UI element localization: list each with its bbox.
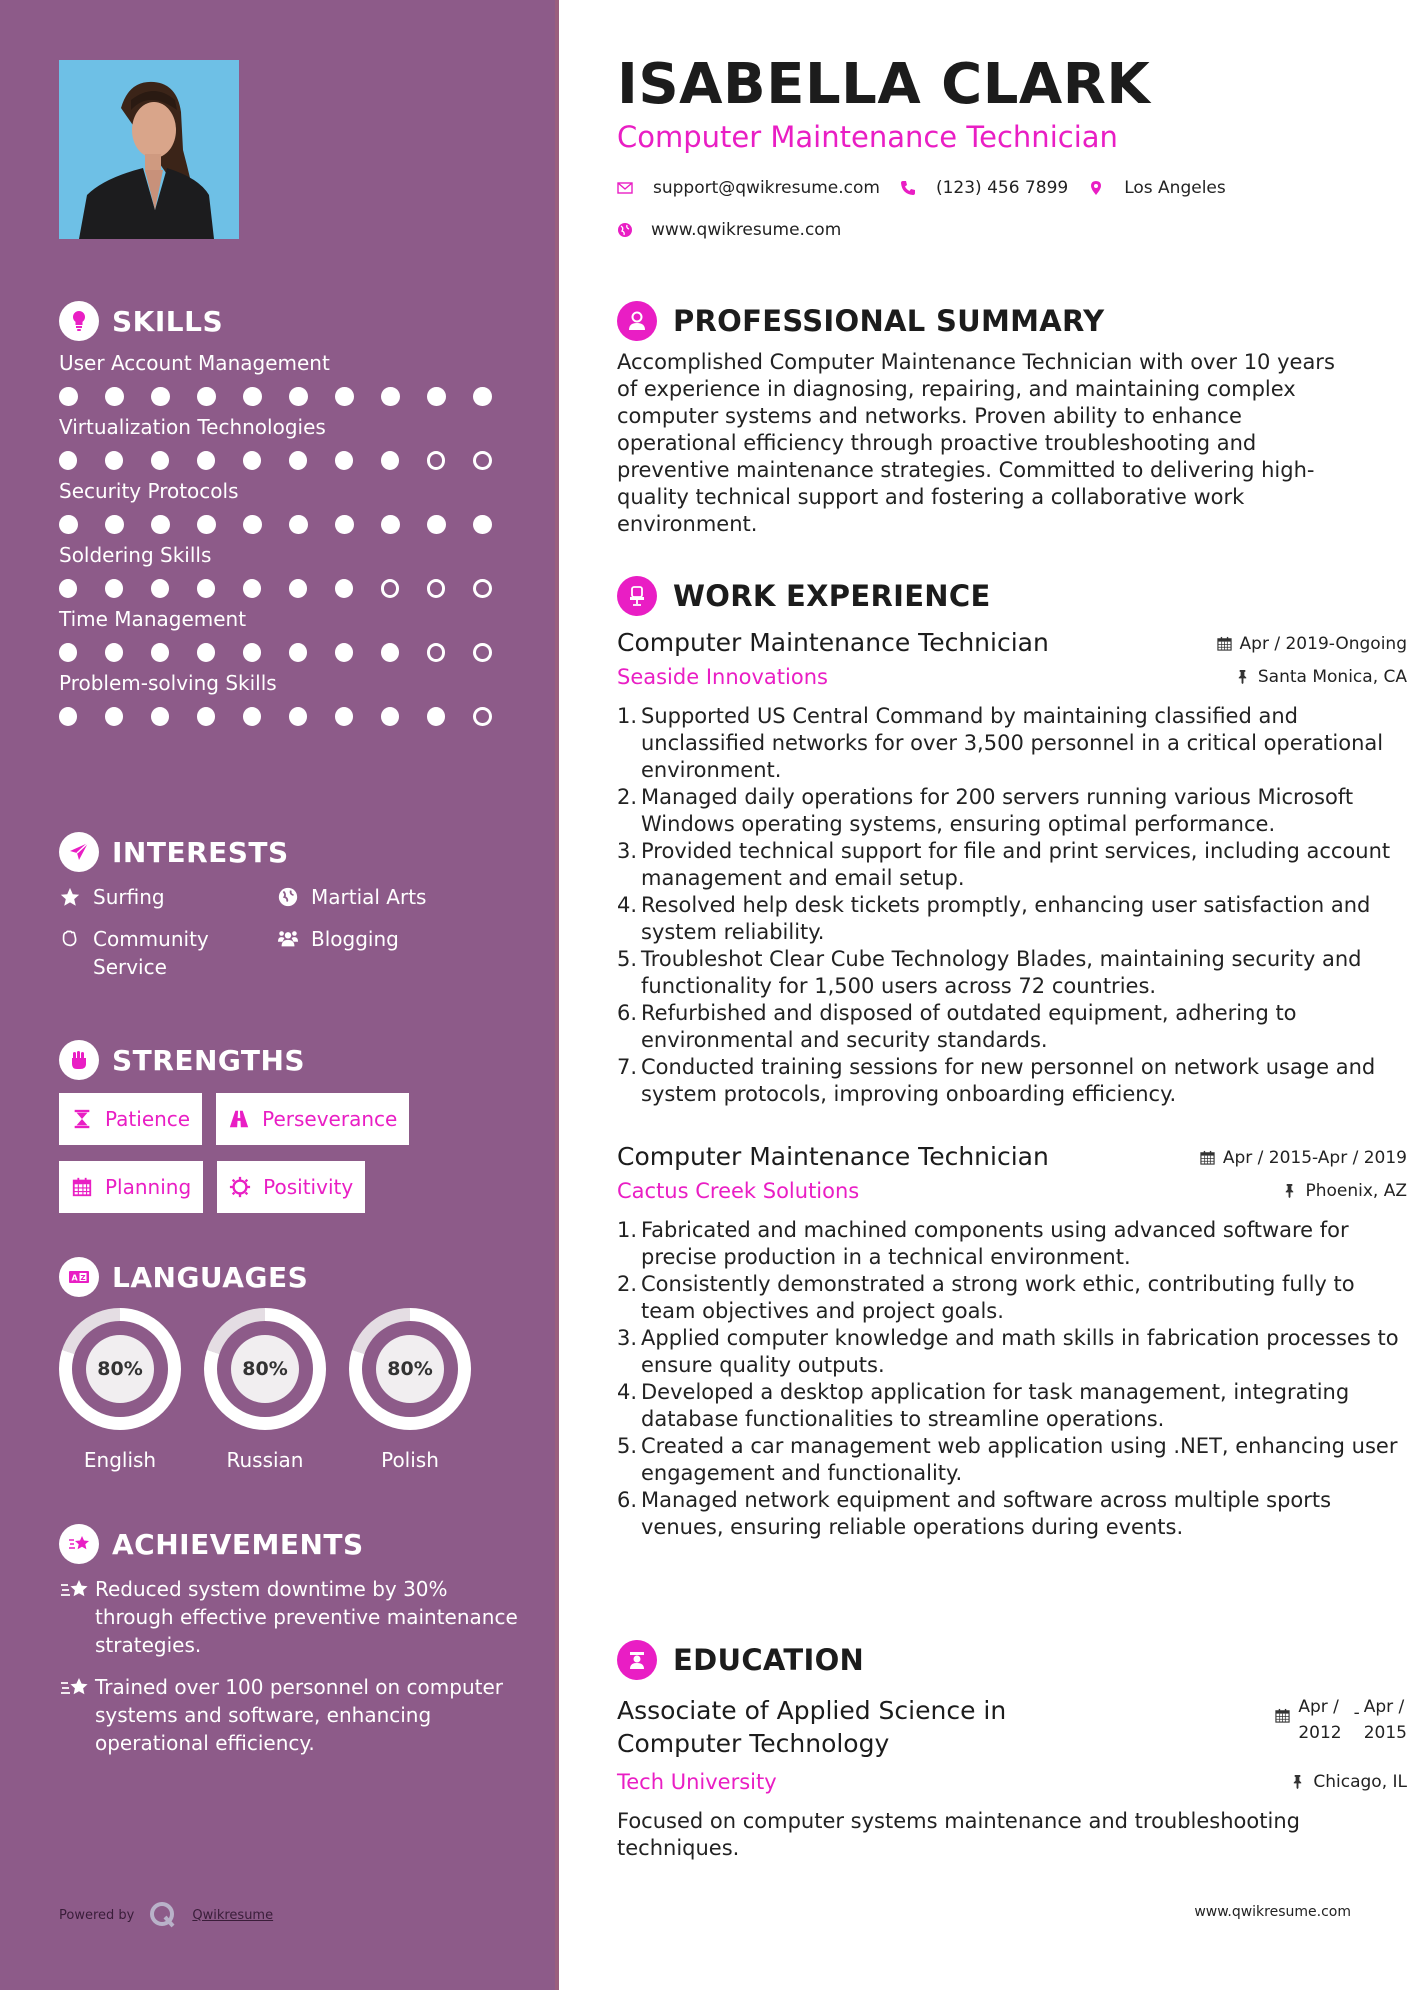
strength-label: Patience	[105, 1107, 191, 1131]
skill-label: Soldering Skills	[59, 543, 212, 567]
education-section	[617, 1638, 1407, 1862]
date-part: 2012	[1298, 1723, 1342, 1743]
job-bullet	[617, 703, 1407, 784]
skill-rating	[59, 386, 519, 406]
user-icon	[617, 301, 657, 341]
skill-rating	[59, 578, 519, 598]
rating-dot-empty	[427, 643, 446, 662]
rating-dot-filled	[151, 515, 170, 534]
rating-dot-filled	[289, 515, 308, 534]
users-icon	[277, 925, 303, 953]
rating-dot-filled	[197, 643, 215, 662]
rating-dot-filled	[335, 515, 354, 534]
skills-title: SKILLS	[112, 304, 224, 338]
profile-photo	[59, 60, 239, 239]
rating-dot-empty	[473, 707, 492, 726]
rating-dot-filled	[473, 515, 492, 534]
company-name: Cactus Creek Solutions	[617, 1179, 860, 1203]
interest-item	[59, 925, 277, 981]
svg-text:Z: Z	[80, 1274, 86, 1282]
strengths-list	[59, 1093, 479, 1213]
qwikresume-logo-icon	[148, 1900, 178, 1930]
languages-section	[59, 1256, 519, 1472]
bullet-number: 1.	[617, 1218, 638, 1242]
envelope-icon	[617, 179, 635, 197]
bullet-number: 2.	[617, 785, 638, 809]
interest-label: Martial Arts	[311, 885, 427, 909]
job-entry	[617, 1142, 1407, 1541]
rating-dot-filled	[59, 643, 77, 662]
bullet-text: Managed daily operations for 200 servers running various Microsoft Windows operating systems, ensuring optimal performance.	[641, 785, 1354, 836]
strength-label: Perseverance	[262, 1107, 398, 1131]
summary-text: Accomplished Computer Maintenance Technician with over 10 years of experience in diagnosing, repairing, and maintaining complex computer systems and networks. Proven ability to enhance operational efficiency through proactive troubleshooting and preventive maintenance strategies. Committed to delivering high-quality technical support and fostering a collaborative work environment.	[617, 350, 1335, 536]
skill-item	[59, 476, 519, 534]
hand-icon	[59, 925, 85, 953]
achievement-text: Trained over 100 personnel on computer systems and software, enhancing operational efficiency.	[95, 1675, 504, 1755]
language-item	[204, 1308, 349, 1472]
languages-list	[59, 1308, 519, 1472]
date-part: 2015	[1363, 1723, 1407, 1743]
pushpin-icon	[1282, 1183, 1297, 1198]
job-bullet	[617, 1054, 1407, 1108]
website-link[interactable]: www.qwikresume.com	[651, 220, 842, 240]
rating-dot-filled	[59, 515, 78, 534]
skill-label: Problem-solving Skills	[59, 671, 277, 695]
job-subheader	[617, 665, 1407, 689]
job-header	[617, 628, 1407, 657]
qwikresume-link[interactable]: Qwikresume	[192, 1907, 274, 1923]
location-text: Chicago, IL	[1313, 1771, 1407, 1792]
rating-dot-filled	[427, 515, 446, 534]
shooting-star-icon	[59, 1524, 99, 1564]
powered-by	[59, 1900, 273, 1930]
job-bullet	[617, 838, 1407, 892]
bullet-text: Fabricated and machined components using advanced software for precise production in a technical environment.	[641, 1218, 1349, 1269]
bullet-text: Consistently demonstrated a strong work ethic, contributing fully to team objectives and project goals.	[641, 1272, 1355, 1323]
skill-label: User Account Management	[59, 351, 330, 375]
bullet-text: Managed network equipment and software across multiple sports venues, ensuring reliable operations during events.	[641, 1488, 1332, 1539]
summary-title: PROFESSIONAL SUMMARY	[673, 304, 1105, 338]
bullet-number: 4.	[617, 1380, 638, 1404]
skill-item	[59, 348, 519, 406]
job-bullet	[617, 1217, 1407, 1271]
bullet-text: Refurbished and disposed of outdated equipment, adhering to environmental and security standards.	[641, 1001, 1297, 1052]
strength-label: Positivity	[263, 1175, 354, 1199]
achievement-item	[59, 1575, 519, 1659]
job-dates	[1200, 1148, 1407, 1168]
interests-section	[59, 831, 519, 981]
location-text: Phoenix, AZ	[1305, 1180, 1407, 1201]
skill-item	[59, 540, 519, 598]
rating-dot-filled	[289, 451, 307, 470]
language-progress-ring	[204, 1308, 326, 1430]
rating-dot-filled	[335, 643, 353, 662]
office-chair-icon	[617, 576, 657, 616]
rating-dot-filled	[105, 451, 123, 470]
company-name: Seaside Innovations	[617, 665, 828, 689]
language-label: Polish	[381, 1448, 439, 1472]
profile-photo-image	[59, 60, 239, 239]
strength-label: Planning	[105, 1175, 192, 1199]
rating-dot-filled	[335, 451, 353, 470]
skill-label: Time Management	[59, 607, 247, 631]
contact-row	[617, 178, 1246, 198]
skill-item	[59, 604, 519, 662]
achievement-text: Reduced system downtime by 30% through effective preventive maintenance strategies.	[95, 1577, 518, 1657]
achievements-list	[59, 1575, 519, 1757]
candidate-role: Computer Maintenance Technician	[617, 120, 1118, 154]
bullet-text: Resolved help desk tickets promptly, enhancing user satisfaction and system reliability.	[641, 893, 1371, 944]
rating-dot-empty	[427, 451, 446, 470]
bullet-number: 5.	[617, 1434, 638, 1458]
jobs-list	[617, 628, 1407, 1541]
sun-icon	[229, 1176, 251, 1198]
date-part: Apr /	[1298, 1697, 1339, 1717]
rating-dot-filled	[427, 387, 446, 406]
rating-dot-filled	[197, 451, 215, 470]
rating-dot-filled	[105, 707, 123, 726]
degree-line: Associate of Applied Science in	[617, 1696, 1007, 1725]
rating-dot-filled	[243, 451, 261, 470]
rating-dot-filled	[381, 643, 399, 662]
phone-icon	[900, 179, 918, 197]
rating-dot-filled	[197, 707, 215, 726]
language-percent: 80%	[376, 1335, 444, 1403]
achievement-item	[59, 1673, 519, 1757]
job-bullets	[617, 1217, 1407, 1541]
bullet-text: Conducted training sessions for new personnel on network usage and system protocols, improving onboarding efficiency.	[641, 1055, 1376, 1106]
achievements-title: ACHIEVEMENTS	[112, 1527, 364, 1561]
map-pin-icon	[1088, 179, 1106, 197]
fist-icon	[59, 1040, 99, 1080]
language-progress-ring	[349, 1308, 471, 1430]
rating-dot-filled	[105, 643, 123, 662]
education-title: EDUCATION	[673, 1643, 865, 1677]
hourglass-icon	[71, 1108, 93, 1130]
bullet-number: 4.	[617, 893, 638, 917]
phone-text: (123) 456 7899	[935, 178, 1069, 198]
rating-dot-filled	[243, 515, 262, 534]
shooting-star-icon	[59, 1673, 95, 1757]
experience-section	[617, 574, 1407, 1541]
bullet-number: 6.	[617, 1001, 638, 1025]
footer-url[interactable]: www.qwikresume.com	[1194, 1904, 1351, 1920]
date-separator: -	[1353, 1703, 1360, 1723]
skills-list	[59, 348, 519, 726]
language-progress-ring	[59, 1308, 181, 1430]
rating-dot-empty	[473, 643, 492, 662]
pushpin-icon	[1235, 669, 1250, 684]
sidebar	[0, 0, 555, 1990]
interest-item	[277, 883, 497, 911]
calendar-icon	[1200, 1150, 1215, 1165]
job-title: Computer Maintenance Technician	[617, 1142, 1049, 1171]
languages-title: LANGUAGES	[112, 1260, 309, 1294]
job-bullets	[617, 703, 1407, 1108]
rating-dot-empty	[427, 579, 446, 598]
rating-dot-filled	[289, 643, 307, 662]
education-description: Focused on computer systems maintenance and troubleshooting techniques.	[617, 1809, 1300, 1860]
interest-item	[59, 883, 277, 911]
powered-by-label: Powered by	[59, 1907, 135, 1923]
language-percent: 80%	[86, 1335, 154, 1403]
education-entry	[617, 1694, 1407, 1760]
strengths-section	[59, 1039, 519, 1213]
strength-badge	[59, 1161, 203, 1213]
rating-dot-filled	[243, 707, 261, 726]
strengths-title: STRENGTHS	[112, 1043, 306, 1077]
rating-dot-filled	[197, 579, 215, 598]
rating-dot-filled	[473, 387, 492, 406]
rating-dot-filled	[243, 579, 261, 598]
translate-icon	[59, 1257, 99, 1297]
calendar-icon	[1275, 1708, 1290, 1723]
phone-item	[900, 178, 1068, 198]
svg-text:A: A	[71, 1273, 78, 1283]
job-location	[1282, 1181, 1407, 1201]
bullet-text: Troubleshot Clear Cube Technology Blades, maintaining security and functionality for 1,500 users across 72 countries.	[641, 947, 1362, 998]
strength-badge	[216, 1093, 409, 1145]
experience-title: WORK EXPERIENCE	[673, 579, 991, 613]
rating-dot-filled	[243, 387, 262, 406]
calendar-icon	[71, 1176, 93, 1198]
rating-dot-filled	[381, 707, 399, 726]
paper-plane-icon	[59, 832, 99, 872]
rating-dot-filled	[151, 643, 169, 662]
globe-icon	[617, 222, 635, 238]
job-bullet	[617, 784, 1407, 838]
rating-dot-filled	[335, 387, 354, 406]
rating-dot-filled	[59, 387, 78, 406]
location-text: Santa Monica, CA	[1257, 666, 1407, 687]
date-text: Apr / 2019-Ongoing	[1239, 633, 1407, 654]
education-location	[1290, 1772, 1407, 1792]
rating-dot-filled	[381, 451, 399, 470]
rating-dot-filled	[59, 451, 77, 470]
lightbulb-icon	[59, 301, 99, 341]
interest-label: Blogging	[311, 927, 399, 951]
rating-dot-filled	[105, 387, 124, 406]
skills-section	[59, 300, 519, 726]
education-start	[1298, 1694, 1341, 1746]
skill-item	[59, 412, 519, 470]
rating-dot-empty	[473, 451, 492, 470]
rating-dot-filled	[289, 387, 308, 406]
language-label: Russian	[226, 1448, 304, 1472]
strength-badge	[217, 1161, 365, 1213]
rating-dot-empty	[381, 579, 400, 598]
rating-dot-empty	[473, 579, 492, 598]
education-dates	[1275, 1694, 1407, 1760]
rating-dot-filled	[105, 579, 123, 598]
pushpin-icon	[1290, 1774, 1305, 1789]
skill-item	[59, 668, 519, 726]
rating-dot-filled	[197, 387, 216, 406]
bullet-number: 3.	[617, 1326, 638, 1350]
bullet-number: 7.	[617, 1055, 638, 1079]
job-bullet	[617, 1379, 1407, 1433]
language-percent: 80%	[231, 1335, 299, 1403]
job-dates	[1217, 634, 1407, 654]
degree-title	[617, 1694, 1006, 1760]
job-bullet	[617, 1433, 1407, 1487]
shooting-star-icon	[59, 1575, 95, 1659]
interests-title: INTERESTS	[112, 835, 289, 869]
rating-dot-filled	[289, 579, 307, 598]
skill-label: Virtualization Technologies	[59, 415, 326, 439]
bullet-text: Provided technical support for file and print services, including account management and email setup.	[641, 839, 1391, 890]
star-icon	[59, 883, 85, 911]
location-item	[1088, 178, 1226, 198]
job-title: Computer Maintenance Technician	[617, 628, 1049, 657]
bullet-number: 3.	[617, 839, 638, 863]
language-item	[59, 1308, 204, 1472]
bullet-text: Created a car management web application using .NET, enhancing user engagement and functionality.	[641, 1434, 1398, 1485]
bullet-number: 2.	[617, 1272, 638, 1296]
job-bullet	[617, 1487, 1407, 1541]
road-icon	[228, 1108, 250, 1130]
education-school-row	[617, 1770, 1407, 1794]
job-subheader	[617, 1179, 1407, 1203]
achievements-section	[59, 1523, 519, 1757]
bullet-number: 5.	[617, 947, 638, 971]
rating-dot-filled	[381, 387, 400, 406]
job-bullet	[617, 892, 1407, 946]
degree-line: Computer Technology	[617, 1729, 890, 1758]
job-header	[617, 1142, 1407, 1171]
rating-dot-filled	[151, 451, 169, 470]
rating-dot-filled	[427, 707, 445, 726]
website-row	[617, 220, 841, 240]
rating-dot-filled	[335, 579, 353, 598]
rating-dot-filled	[381, 515, 400, 534]
skill-label: Security Protocols	[59, 479, 239, 503]
language-label: English	[83, 1448, 157, 1472]
interest-label: Surfing	[93, 885, 165, 909]
job-bullet	[617, 1325, 1407, 1379]
bullet-text: Developed a desktop application for task management, integrating database functionalities to streamline operations.	[641, 1380, 1350, 1431]
strength-badge	[59, 1093, 202, 1145]
job-location	[1235, 667, 1407, 687]
bullet-number: 6.	[617, 1488, 638, 1512]
job-bullet	[617, 946, 1407, 1000]
email-item	[617, 178, 880, 198]
rating-dot-filled	[105, 515, 124, 534]
rating-dot-filled	[59, 579, 77, 598]
rating-dot-filled	[243, 643, 261, 662]
skill-rating	[59, 450, 519, 470]
job-entry	[617, 628, 1407, 1108]
school-name: Tech University	[617, 1770, 777, 1794]
summary-section	[617, 299, 1387, 538]
interest-label: Community Service	[93, 927, 209, 979]
rating-dot-filled	[151, 707, 169, 726]
location-text: Los Angeles	[1124, 178, 1226, 198]
skill-rating	[59, 514, 519, 534]
rating-dot-filled	[289, 707, 307, 726]
job-bullet	[617, 1271, 1407, 1325]
rating-dot-filled	[335, 707, 353, 726]
graduate-icon	[617, 1640, 657, 1680]
skill-rating	[59, 706, 519, 726]
rating-dot-filled	[151, 387, 170, 406]
job-bullet	[617, 1000, 1407, 1054]
bullet-text: Supported US Central Command by maintaining classified and unclassified networks for over 3,500 personnel in a critical operational environment.	[641, 704, 1384, 782]
main-content	[559, 0, 1407, 1990]
interests-list	[59, 883, 519, 981]
rating-dot-filled	[151, 579, 169, 598]
interest-item	[277, 925, 497, 981]
language-item	[349, 1308, 494, 1472]
rating-dot-filled	[197, 515, 216, 534]
date-text: Apr / 2015-Apr / 2019	[1222, 1147, 1407, 1168]
email-link[interactable]: support@qwikresume.com	[653, 178, 880, 198]
education-end	[1364, 1694, 1407, 1746]
skill-rating	[59, 642, 519, 662]
rating-dot-filled	[59, 707, 77, 726]
date-part: Apr /	[1363, 1697, 1405, 1717]
globe-icon	[277, 883, 303, 911]
calendar-icon	[1217, 636, 1232, 651]
bullet-number: 1.	[617, 704, 638, 728]
candidate-name: ISABELLA CLARK	[617, 52, 1151, 117]
bullet-text: Applied computer knowledge and math skills in fabrication processes to ensure quality outputs.	[641, 1326, 1399, 1377]
